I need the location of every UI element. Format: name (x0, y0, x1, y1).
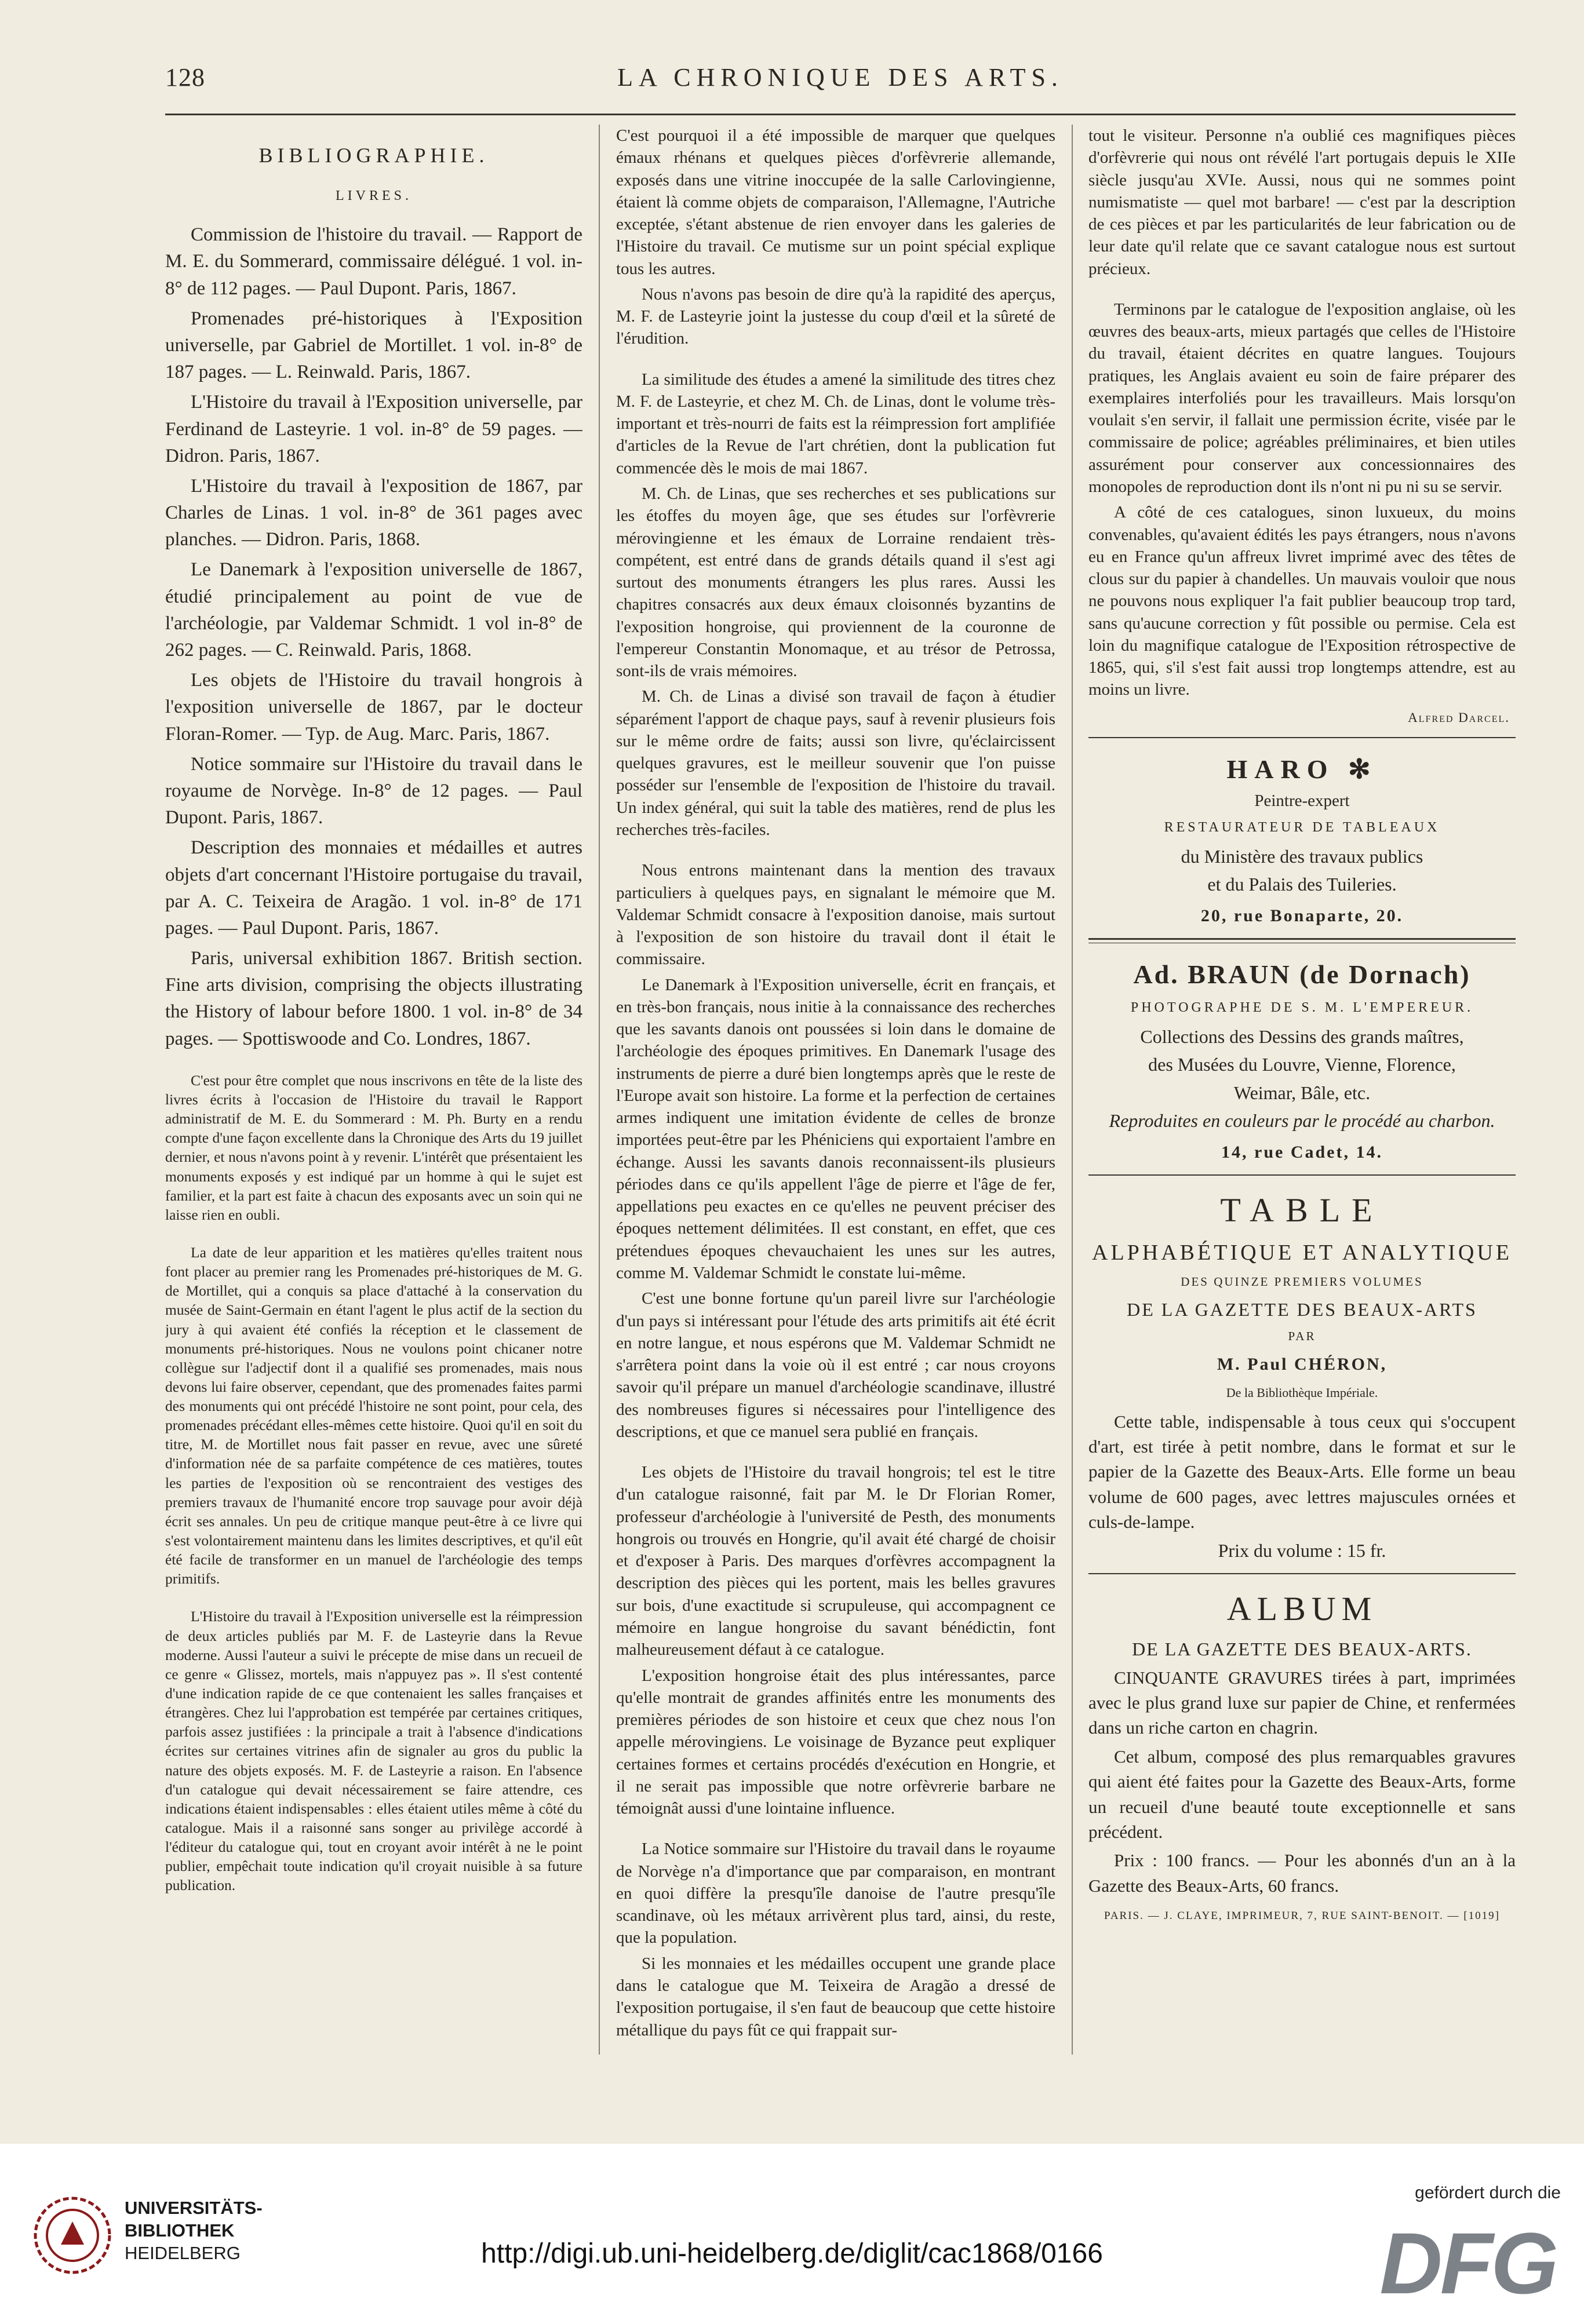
page-number: 128 (165, 63, 205, 92)
body-paragraph: M. Ch. de Linas a divisé son travail de façon à étudier séparément l'apport de chaque pays, sauf à revenir plusieurs fois sur le même ordre de faits; aussi son livre, qu'éclaircissent quelques gravures, est le meilleur souvenir que l'on puisse posséder sur l'ensemble de l'exposition de l'histoire du travail. Un index général, qui suit la table des matières, rend de plus les recherches très-faciles. (616, 687, 1055, 839)
bib-entry: Les objets de l'Histoire du travail hongrois à l'exposition universelle de 1867, par le docteur Floran-Romer. — Typ. de Aug. Marc. Paris, 1867. (165, 670, 582, 745)
body-paragraph: La Notice sommaire sur l'Histoire du travail dans le royaume de Norvège n'a d'importance que par comparaison, en montrant en quoi diffère la presqu'île danoise de l'autre presqu'île scandinave, où les métaux arrivèrent plus tard, ainsi, du reste, que la population. (616, 1840, 1055, 1947)
ad-caps-line: PHOTOGRAPHE DE S. M. L'EMPEREUR. (1130, 1000, 1474, 1016)
body-paragraph: L'Histoire du travail à l'Exposition universelle est la réimpression de deux articles publiés par M. F. de Lasteyrie dans la Revue moderne. Aussi l'auteur a suivi le précepte de mise dans un recueil de ce genre « Glissez, mortels, mais n'appuyez pas ». Il s'est contenté d'une indication rapide de ce que contenaient les salles françaises et étrangères. Chez lui l'approbation est tempérée par certaines critiques, parfois assez justifiées : la principale a trait à l'absence d'indications écrites sur certaines vitrines afin de signaler au gros du public la nature des objets exposés. M. F. de Lasteyrie a raison. En l'absence d'un catalogue qui devait nécessairement se faire attendre, ces indications étaient indispensables : elles étaient utiles même à côté du catalogue. Mais il a raisonné sans songer au privilège accordé à l'éditeur du catalogue qui, tout en croyant avoir intérêt à ne le point publier, empêchait toute indication qu'il croyait nuisible à sa future publication. (165, 1608, 582, 1894)
permalink-url[interactable]: http://digi.ub.uni-heidelberg.de/diglit/cac1868/0166 (481, 2238, 1103, 2269)
ad-by: PAR (1288, 1329, 1316, 1344)
running-head: LA CHRONIQUE DES ARTS. (617, 63, 1064, 92)
bib-entry: Commission de l'histoire du travail. — Rapport de M. E. du Sommerard, commissaire délégué. 1 vol. in-8° de 112 pages. — Paul Dupont. Paris, 1867. (165, 224, 582, 299)
divider (1088, 737, 1516, 738)
ad-line: des Musées du Louvre, Vienne, Florence, (1148, 1054, 1456, 1075)
ad-author: M. Paul CHÉRON, (1217, 1355, 1388, 1374)
ad-address: 14, rue Cadet, 14. (1221, 1143, 1383, 1162)
dfg-logo: DFG (1379, 2214, 1556, 2312)
column-rule (1072, 125, 1073, 2055)
ad-line: du Ministère des travaux publics (1181, 845, 1423, 867)
body-paragraph: tout le visiteur. Personne n'a oublié ces magnifiques pièces d'orfèvrerie qui nous ont révélé l'art portugais depuis le XIIe siècle jusqu'au XVIe. Aussi, nous qui ne sommes point numismatiste — quel mot barbare! — c'est par la description de ces pièces et par les particularités de leur fabrication ou de leur date qu'il relate que ce savant catalogue nous est surtout précieux. (1088, 126, 1516, 278)
bib-entry: L'Histoire du travail à l'exposition de 1867, par Charles de Linas. 1 vol. in-8° de 361 pages avec planches. — Didron. Paris, 1868. (165, 475, 582, 550)
ad-line: et du Palais des Tuileries. (1207, 873, 1397, 895)
ad-title: TABLE (1220, 1191, 1384, 1229)
body-paragraph: C'est une bonne fortune qu'un pareil livre sur l'archéologie d'un pays si intéressant pour l'étude des arts primitifs ait été écrit en notre langue, et nous espérons que M. Valdemar Schmidt ne s'arrêtera point dans la voie où il est entré ; car nous croyons savoir qu'il prépare un manuel d'archéologie scandinave, illustré des nombreuses figures si nécessaires pour l'intelligence des descriptions, et que ce manuel sera publié en français. (616, 1289, 1055, 1441)
column-rule (599, 125, 600, 2055)
bib-entry: L'Histoire du travail à l'Exposition universelle, par Ferdinand de Lasteyrie. 1 vol. in-8° de 59 pages. — Didron. Paris, 1867. (165, 392, 582, 466)
ad-title: ALBUM (1226, 1589, 1378, 1628)
library-name: UNIVERSITÄTS- BIBLIOTHEK HEIDELBERG (125, 2198, 263, 2263)
ad-price: Prix du volume : 15 fr. (1218, 1539, 1386, 1561)
ad-subtitle: ALPHABÉTIQUE ET ANALYTIQUE (1092, 1241, 1512, 1265)
page-header (165, 58, 1516, 98)
body-paragraph: Les objets de l'Histoire du travail hongrois; tel est le titre d'un catalogue raisonné, fait par M. le Dr Florian Romer, professeur d'archéologie à l'université de Pesth, des monuments hongrois ou trouvés en Hongrie, qu'il avait été chargé de choisir et d'exposer à Paris. Des marques d'orfèvres accompagnent la description des pièces qui les portent, mais les belles gravures sur bois, d'une exactitude si scrupuleuse, qui accompagnent ce mémoire en langue hongroise du savant bénédictin, font malheureusement défaut à ce catalogue. (616, 1463, 1055, 1659)
ad-line: Collections des Dessins des grands maîtres, (1140, 1026, 1464, 1048)
ad-name: Ad. BRAUN (de Dornach) (1133, 959, 1471, 989)
ad-name: HARO ✻ (1226, 754, 1378, 784)
body-paragraph: Cet album, composé des plus remarquables gravures qui aient été faites pour la Gazette des Beaux-Arts, forme un recueil d'une beauté toute exceptionnelle et sans précédent. (1088, 1746, 1516, 1842)
body-paragraph: C'est pour être complet que nous inscrivons en tête de la liste des livres écrits à l'occasion de l'Histoire du travail le Rapport administratif de M. E. du Sommerard : M. Ph. Burty en a rendu compte d'une façon excellente dans la Chronique des Arts du 19 juillet dernier, et nous n'avons point à y revenir. L'intérêt que présentaient les monuments exposés y est indiqué par un homme à qui le sujet est familier, et la part est faite à chacun des exposants avec un soin qui ne laisse rien en oubli. (165, 1071, 582, 1223)
ad-author-note: De la Bibliothèque Impériale. (1226, 1385, 1378, 1400)
body-paragraph: Si les monnaies et les médailles occupent une grande place dans le catalogue que M. Teixeira de Aragão a dressé de l'exposition portugaise, il s'en faut de beaucoup que cette histoire métallique du pays fût ce qui frappait sur- (616, 1954, 1055, 2040)
body-paragraph: L'exposition hongroise était des plus intéressantes, parce qu'elle montrait de grandes affinités entre les monuments des premières périodes de son histoire et ceux que chez nous l'on appelle mérovingiens. Le voisinage de Byzance peut expliquer certaines formes et certains procédés d'exécution en Hongrie, et il ne serait pas impossible que notre orfèvrerie barbare ne témoignât aussi d'une lointaine influence. (616, 1666, 1055, 1818)
column-right (1088, 125, 1516, 2055)
body-paragraph: Le Danemark à l'Exposition universelle, écrit en français, et en très-bon français, nous initie à la connaissance des recherches que les savants danois ont poussées si loin dans le domaine de l'archéologie des époques primitives. En Danemark l'usage des instruments de pierre a duré bien longtemps après que le reste de l'Europe avait son histoire. La forme et la perfection de certaines armes indiquent une imitation évidente de celles de bronze importées peut-être par les Phéniciens qui exportaient l'ambre en échange. Aussi les savants danois reconnaissent-ils plusieurs périodes dans ce qu'ils appellent l'âge de pierre et l'âge de fer, appellations peu exactes en ce qu'elles ne peuvent préciser des époques nettement délimitées. Il est constant, en effet, que ces prétendues époques chevauchaient les unes sur les autres, comme M. Valdemar Schmidt le constate lui-même. (616, 975, 1055, 1283)
bib-entry: Promenades pré-historiques à l'Exposition universelle, par Gabriel de Mortillet. 1 vol. in-8° de 187 pages. — L. Reinwald. Paris, 1867. (165, 308, 582, 383)
advertisement-album (1088, 1587, 1516, 1662)
funding-label: gefördert durch die (1415, 2183, 1561, 2202)
advertisement-braun (1088, 957, 1516, 1164)
bib-entry: Paris, universal exhibition 1867. British section. Fine arts division, comprising the objects illustrating the History of labour before 1800. 1 vol. in-8° de 34 pages. — Spottiswoode and Co. Londres, 1867. (165, 948, 582, 1049)
printer-imprint: PARIS. — J. CLAYE, IMPRIMEUR, 7, RUE SAINT-BENOIT. — [1019] (1104, 1910, 1500, 1922)
body-paragraph: Nous n'avons pas besoin de dire qu'à la rapidité des aperçus, M. F. de Lasteyrie joint la justesse du coup d'œil et la sûreté de l'érudition. (616, 284, 1055, 348)
ad-line: Weimar, Bâle, etc. (1233, 1082, 1371, 1103)
ad-address: 20, rue Bonaparte, 20. (1200, 906, 1404, 926)
body-paragraph: CINQUANTE GRAVURES tirées à part, imprimées avec le plus grand luxe sur papier de Chine, et renfermées dans un riche carton en chagrin. (1088, 1667, 1516, 1738)
divider (1088, 1174, 1516, 1176)
body-paragraph: A côté de ces catalogues, sinon luxueux, du moins convenables, qu'avaient édités les pays étrangers, nous n'avons eu en France qu'un affreux livret imprimé avec des têtes de clous sur du papier à chandelles. Un mauvais vouloir que nous ne pouvons nous expliquer l'a fait publier beaucoup trop tard, sans qu'aucune correction y fût possible ou permise. Cela est loin du magnifique catalogue de l'Exposition rétrospective de 1865, qui, s'il s'est fait aussi trop longtemps attendre, est au moins un livre. (1088, 503, 1516, 699)
divider (1088, 1573, 1516, 1574)
body-paragraph: La date de leur apparition et les matières qu'elles traitent nous font placer au premier rang les Promenades pré-historiques de M. G. de Mortillet, qui a conquis sa place d'attaché à la conservation du musée de Saint-Germain en étant l'agent le plus actif de la section du jury à qui avaient été confiés la réception et le classement de monuments pré-historiques. Nous ne voulons point chicaner notre collègue sur l'adjectif dont il a qualifié ses promenades, mais nous devons lui faire observer, cependant, que des promenades faites parmi des monuments qui ont précédé l'histoire ne sont point, pour cela, des promenades précédant elles-mêmes cette histoire. Quoi qu'il en soit du titre, M. de Mortillet nous fait passer en revue, avec une sûreté d'information née de sa parfaite compétence de ces matières, toutes les parties de l'exposition où se rencontraient des vestiges des premiers travaux de l'humanité encore trop sauvage pour avoir déjà écrit ses annales. Un peu de critique manque peut-être à ce livre qui s'est volontairement maintenu dans les limites descriptives, et qu'il eût été facile de transformer en un manuel de l'archéologie des temps primitifs. (165, 1243, 582, 1588)
author-signature: Alfred Darcel. (1408, 710, 1510, 725)
ad-subtitle: Peintre-expert (1254, 791, 1350, 810)
divider (1088, 938, 1516, 943)
ad-tiny-caps: DES QUINZE PREMIERS VOLUMES (1181, 1275, 1423, 1289)
ad-caps-line: RESTAURATEUR DE TABLEAUX (1164, 819, 1440, 835)
ad-line-italic: Reproduites en couleurs par le procédé au charbon. (1109, 1110, 1495, 1131)
section-title: BIBLIOGRAPHIE. (258, 144, 489, 167)
column-left (165, 125, 582, 2055)
header-rule (165, 114, 1516, 115)
bib-entry: Notice sommaire sur l'Histoire du travail dans le royaume de Norvège. In-8° de 12 pages. — Paul Dupont. Paris, 1867. (165, 753, 582, 829)
ad-subtitle: DE LA GAZETTE DES BEAUX-ARTS (1127, 1299, 1477, 1320)
body-paragraph: La similitude des études a amené la similitude des titres chez M. F. de Lasteyrie, et chez M. Ch. de Linas, dont le volume très-important et très-nourri de faits est la réimpression fort amplifiée d'articles de la Revue de l'art chrétien, dont la publication fut commencée dès le mois de mai 1867. (616, 370, 1055, 477)
advertisement-table (1088, 1188, 1516, 1401)
body-paragraph: Prix : 100 francs. — Pour les abonnés d'un an à la Gazette des Beaux-Arts, 60 francs. (1088, 1850, 1516, 1896)
bib-entry: Le Danemark à l'exposition universelle de 1867, étudié principalement au point de vue de l'archéologie, par Valdemar Schmidt. 1 vol in-8° de 262 pages. — C. Reinwald. Paris, 1868. (165, 559, 582, 661)
column-middle (616, 125, 1055, 2055)
bib-entry: Description des monnaies et médailles et autres objets d'art concernant l'Histoire portugaise du travail, par A. C. Teixeira de Aragão. 1 vol. in-8° de 171 pages. — Paul Dupont. Paris, 1867. (165, 837, 582, 939)
digitization-footer (0, 2144, 1584, 2324)
body-paragraph: Cette table, indispensable à tous ceux qui s'occupent d'art, est tirée à petit nombre, dans le format et sur le papier de la Gazette des Beaux-Arts. Elle forme un beau volume de 600 pages, avec lettres majuscules ornées et culs-de-lampe. (1088, 1411, 1516, 1533)
ad-subtitle: DE LA GAZETTE DES BEAUX-ARTS. (1132, 1639, 1472, 1660)
body-paragraph: C'est pourquoi il a été impossible de marquer que quelques émaux rhénans et quelques pièces d'orfèvrerie allemande, exposés dans une vitrine inoccupée de la salle Carlovingienne, étaient là comme objets de comparaison, l'Allemagne, l'Autriche exceptée, s'étant abstenue de rien envoyer dans les galeries de l'Histoire du travail. Ce mutisme sur un point spécial explique tous les autres. (616, 126, 1055, 278)
body-paragraph: Terminons par le catalogue de l'exposition anglaise, où les œuvres des beaux-arts, mieux partagés que celles de l'Histoire du travail, étaient décrites en quatre langues. Toujours pratiques, les Anglais avaient eu soin de faire préparer des exemplaires interfoliés pour les travailleurs. Mais lorsqu'on voulait s'en servir, il fallait une permission écrite, visée par le commissaire de police; agréables préliminaires, et bien utiles assurément pour conserver aux concessionnaires des monopoles de reproduction dont ils n'ont ni pu ni su se servir. (1088, 300, 1516, 496)
advertisement-haro (1088, 752, 1516, 928)
section-subtitle: LIVRES. (336, 188, 412, 203)
body-paragraph: Nous entrons maintenant dans la mention des travaux particuliers à quelques pays, en signalant le mémoire que M. Valdemar Schmidt consacre à l'exposition danoise, mais surtout à l'exposition de son histoire du travail dont il était le commissaire. (616, 861, 1055, 969)
body-paragraph: M. Ch. de Linas, que ses recherches et ses publications sur les étoffes du moyen âge, que ses études sur l'orfèvrerie mérovingienne et les émaux de Lorraine rendaient très-compétent, est entré dans de grands détails quand il s'est agi surtout des monuments étrangers les plus rares. Aussi les chapitres consacrés aux deux émaux cloisonnés byzantins de l'exposition hongroise, qui proviennent de la couronne de l'empereur Constantin Monomaque, et au trésor de Petrossa, sont-ils de vrais mémoires. (616, 484, 1055, 681)
